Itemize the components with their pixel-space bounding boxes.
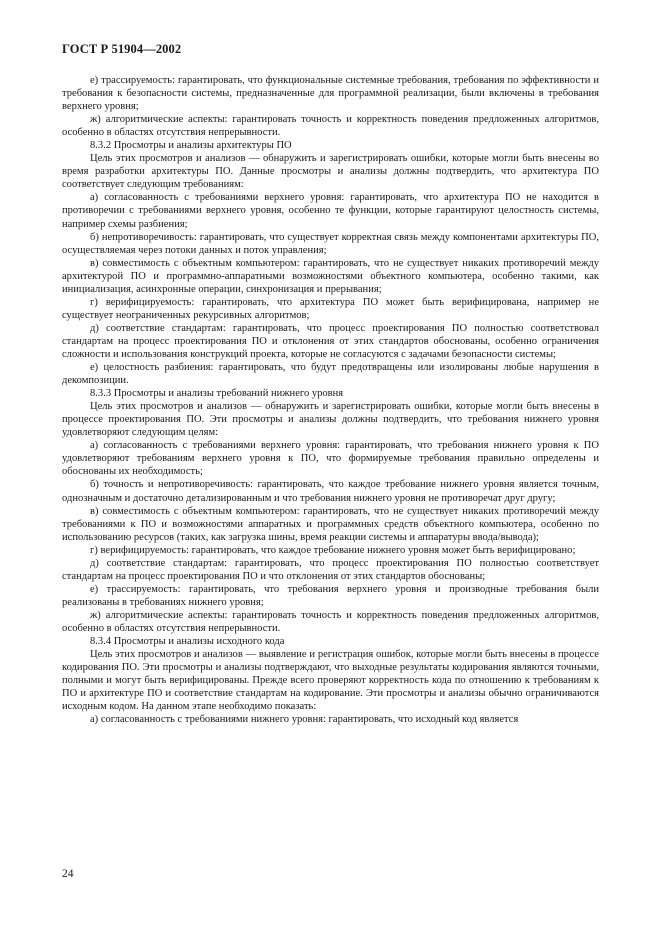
page-number: 24 — [62, 868, 74, 880]
section-heading: 8.3.2 Просмотры и анализы архитектуры ПО — [90, 140, 292, 152]
paragraph: а) согласованность с требованиями верхнего уровня: гарантировать, что архитектура ПО не находится в противоречии с требованиями верхнего уровня, особенно те функции, которые гарантируют целостность системы, например схемы разбиения; — [62, 192, 599, 230]
paragraph: д) соответствие стандартам: гарантировать, что процесс проектирования ПО полностью соответствует стандартам на процесс проектирования ПО и что отклонения от этих стандартов обоснованы; — [62, 557, 599, 582]
paragraph: б) точность и непротиворечивость: гарантировать, что каждое требование нижнего уровня является точным, однозначным и достаточно детализированным и что требования нижнего уровня не противоречат друг другу; — [62, 479, 599, 504]
paragraph: г) верифицируемость: гарантировать, что каждое требование нижнего уровня может быть верифицировано; — [90, 544, 576, 556]
paragraph: д) соответствие стандартам: гарантировать, что процесс проектирования ПО полностью соответствовал стандартам на процесс проектирования ПО и отклонения от этих стандартов обоснованы, особенно ограничения сложности и использования конструкций проекта, которые не согласуются с задачами безопасности системы; — [62, 322, 599, 360]
paragraph: в) совместимость с объектным компьютером: гарантировать, что не существует никаких противоречий между требованиями к ПО и возможностями аппаратных и программных средств объектного компьютера, особенно по использованию ресурсов (таких, как загрузка шины, время реакции системы и аппаратуры ввода/вывода); — [62, 505, 599, 543]
paragraph: Цель этих просмотров и анализов — обнаружить и зарегистрировать ошибки, которые могли быть внесены в процессе проектирования ПО. Эти просмотры и анализы должны подтвердить, что требования нижнего уровня удовлетворяют следующим целям: — [62, 401, 599, 439]
document-body — [62, 74, 599, 726]
paragraph: б) непротиворечивость: гарантировать, что существует корректная связь между компонентами архитектуры ПО, осуществляемая через потоки данных и поток управления; — [62, 231, 599, 256]
paragraph: е) целостность разбиения: гарантировать, что будут предотвращены или изолированы любые нарушения в декомпозиции. — [62, 362, 599, 387]
paragraph: в) совместимость с объектным компьютером: гарантировать, что не существует никаких противоречий между архитектурой ПО и программно-аппаратными возможностями объектного компьютера, особенно такими, как инициализация, асинхронные операции, синхронизация и прерывания; — [62, 257, 599, 295]
document-header: ГОСТ Р 51904—2002 — [62, 42, 182, 56]
section-heading: 8.3.3 Просмотры и анализы требований нижнего уровня — [90, 388, 344, 400]
paragraph: е) трассируемость: гарантировать, что функциональные системные требования, требования по эффективности и требования к безопасности системы, предназначенные для программной реализации, были включены в требования верхнего уровня; — [62, 75, 599, 113]
paragraph: а) согласованность с требованиями нижнего уровня: гарантировать, что исходный код является — [90, 714, 519, 726]
paragraph: ж) алгоритмические аспекты: гарантировать точность и корректность поведения предложенных алгоритмов, особенно в областях отсутствия непрерывности. — [62, 114, 599, 139]
paragraph: ж) алгоритмические аспекты: гарантировать точность и корректность поведения предложенных алгоритмов, особенно в областях отсутствия непрерывности. — [62, 609, 599, 634]
section-heading: 8.3.4 Просмотры и анализы исходного кода — [90, 636, 285, 648]
paragraph: Цель этих просмотров и анализов — выявление и регистрация ошибок, которые могли быть внесены в процессе кодирования ПО. Эти просмотры и анализы подтверждают, что выходные результаты кодирования являются точными, полными и могут быть верифицированы. Прежде всего проверяют корректность кода по отношению к требованиям к ПО и архитектуре ПО и соответствие стандартам на кодирование. Эти просмотры и анализы обычно ограничиваются исходным кодом. На данном этапе необходимо показать: — [62, 649, 599, 713]
paragraph: Цель этих просмотров и анализов — обнаружить и зарегистрировать ошибки, которые могли быть внесены во время разработки архитектуры ПО. Данные просмотры и анализы должны подтвердить, что архитектура ПО соответствует следующим требованиям: — [62, 153, 599, 191]
paragraph: а) согласованность с требованиями верхнего уровня: гарантировать, что требования нижнего уровня к ПО удовлетворяют требованиям верхнего уровня к ПО, что формируемые требования правильно определены и обоснованы их необходимость; — [62, 440, 599, 478]
paragraph: г) верифицируемость: гарантировать, что архитектура ПО может быть верифицирована, например не существует неограниченных рекурсивных алгоритмов; — [62, 296, 599, 321]
paragraph: е) трассируемость: гарантировать, что требования верхнего уровня и производные требования были реализованы в требованиях нижнего уровня; — [62, 583, 599, 608]
